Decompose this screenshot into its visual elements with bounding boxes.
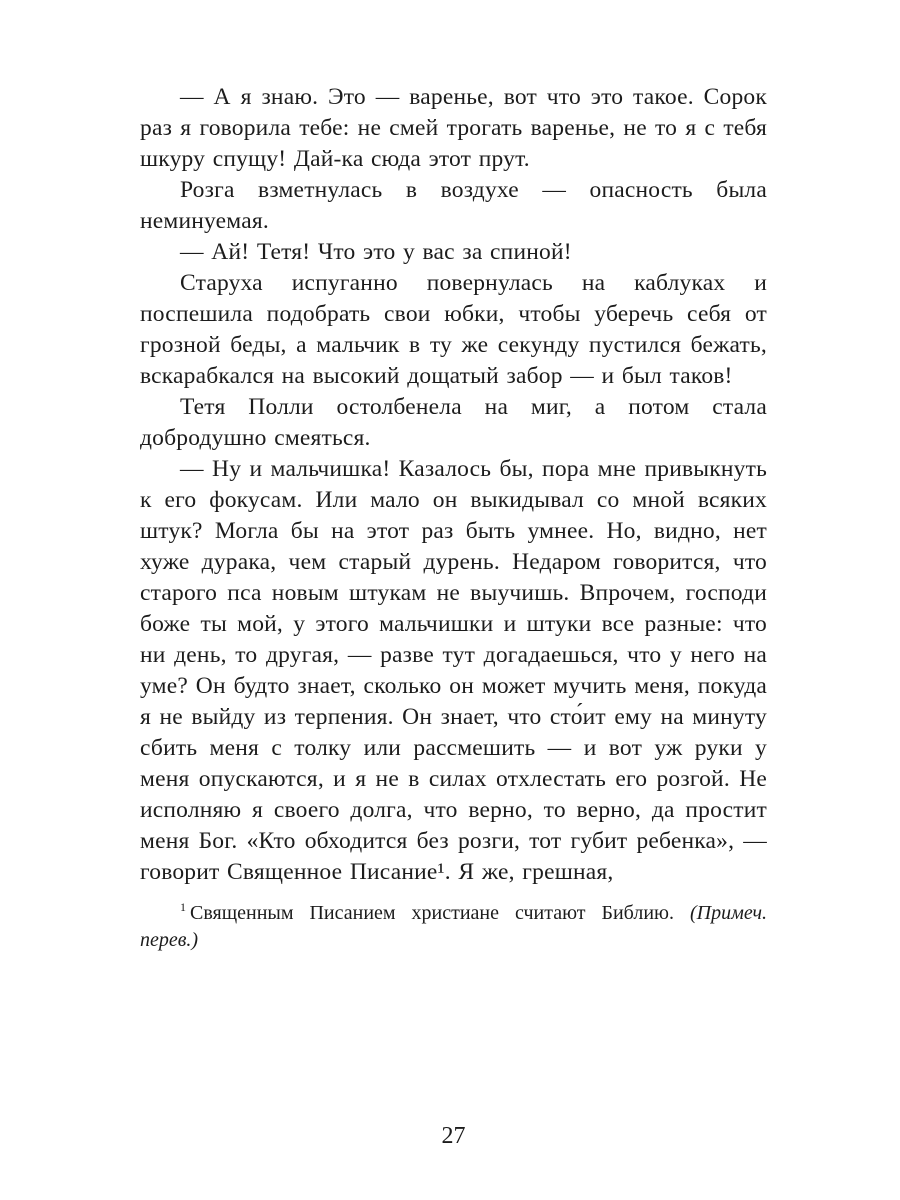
footnote [140,900,767,954]
footnote-marker: 1 [180,900,186,914]
text-block [140,82,767,954]
footnote-text: Священным Писанием христиане считают Библию. [190,902,674,924]
paragraph-1: — А я знаю. Это — варенье, вот что это такое. Сорок раз я говорила тебе: не смей трогать варенье, не то я с тебя шкуру спущу! Дай-ка сюда этот прут. [140,84,767,172]
paragraph-3: — Ай! Тетя! Что это у вас за спиной! [180,239,572,265]
paragraph-5: Тетя Полли остолбенела на миг, а потом стала добродушно смеяться. [140,394,767,451]
page-number: 27 [441,1123,466,1149]
footnote-attribution: (Примеч. перев.) [140,902,767,951]
paragraph-6: — Ну и мальчишка! Казалось бы, пора мне привыкнуть к его фокусам. Или мало он выкидывал со мной всяких штук? Могла бы на этот раз быть умнее. Но, видно, нет хуже дурака, чем старый дурень. Недаром говорится, что старого пса новым штукам не выучишь. Впрочем, господи боже ты мой, у этого мальчишки и штуки все разные: что ни день, то другая, — разве тут догадаешься, что у него на уме? Он будто знает, сколько он может мучить меня, покуда я не выйду из терпения. Он знает, что сто́ит ему на минуту сбить меня с толку или рассмешить — и вот уж руки у меня опускаются, и я не в силах отхлестать его розгой. Не исполняю я своего долга, что верно, то верно, да простит меня Бог. «Кто обходится без розги, тот губит ребенка», — говорит Священное Писание¹. Я же, грешная, [140,456,767,885]
paragraph-4: Старуха испуганно повернулась на каблуках и поспешила подобрать свои юбки, чтобы уберечь себя от грозной беды, а мальчик в ту же секунду пустился бежать, вскарабкался на высокий дощатый забор — и был таков! [140,270,767,389]
paragraph-2: Розга взметнулась в воздухе — опасность была неминуемая. [140,177,767,234]
